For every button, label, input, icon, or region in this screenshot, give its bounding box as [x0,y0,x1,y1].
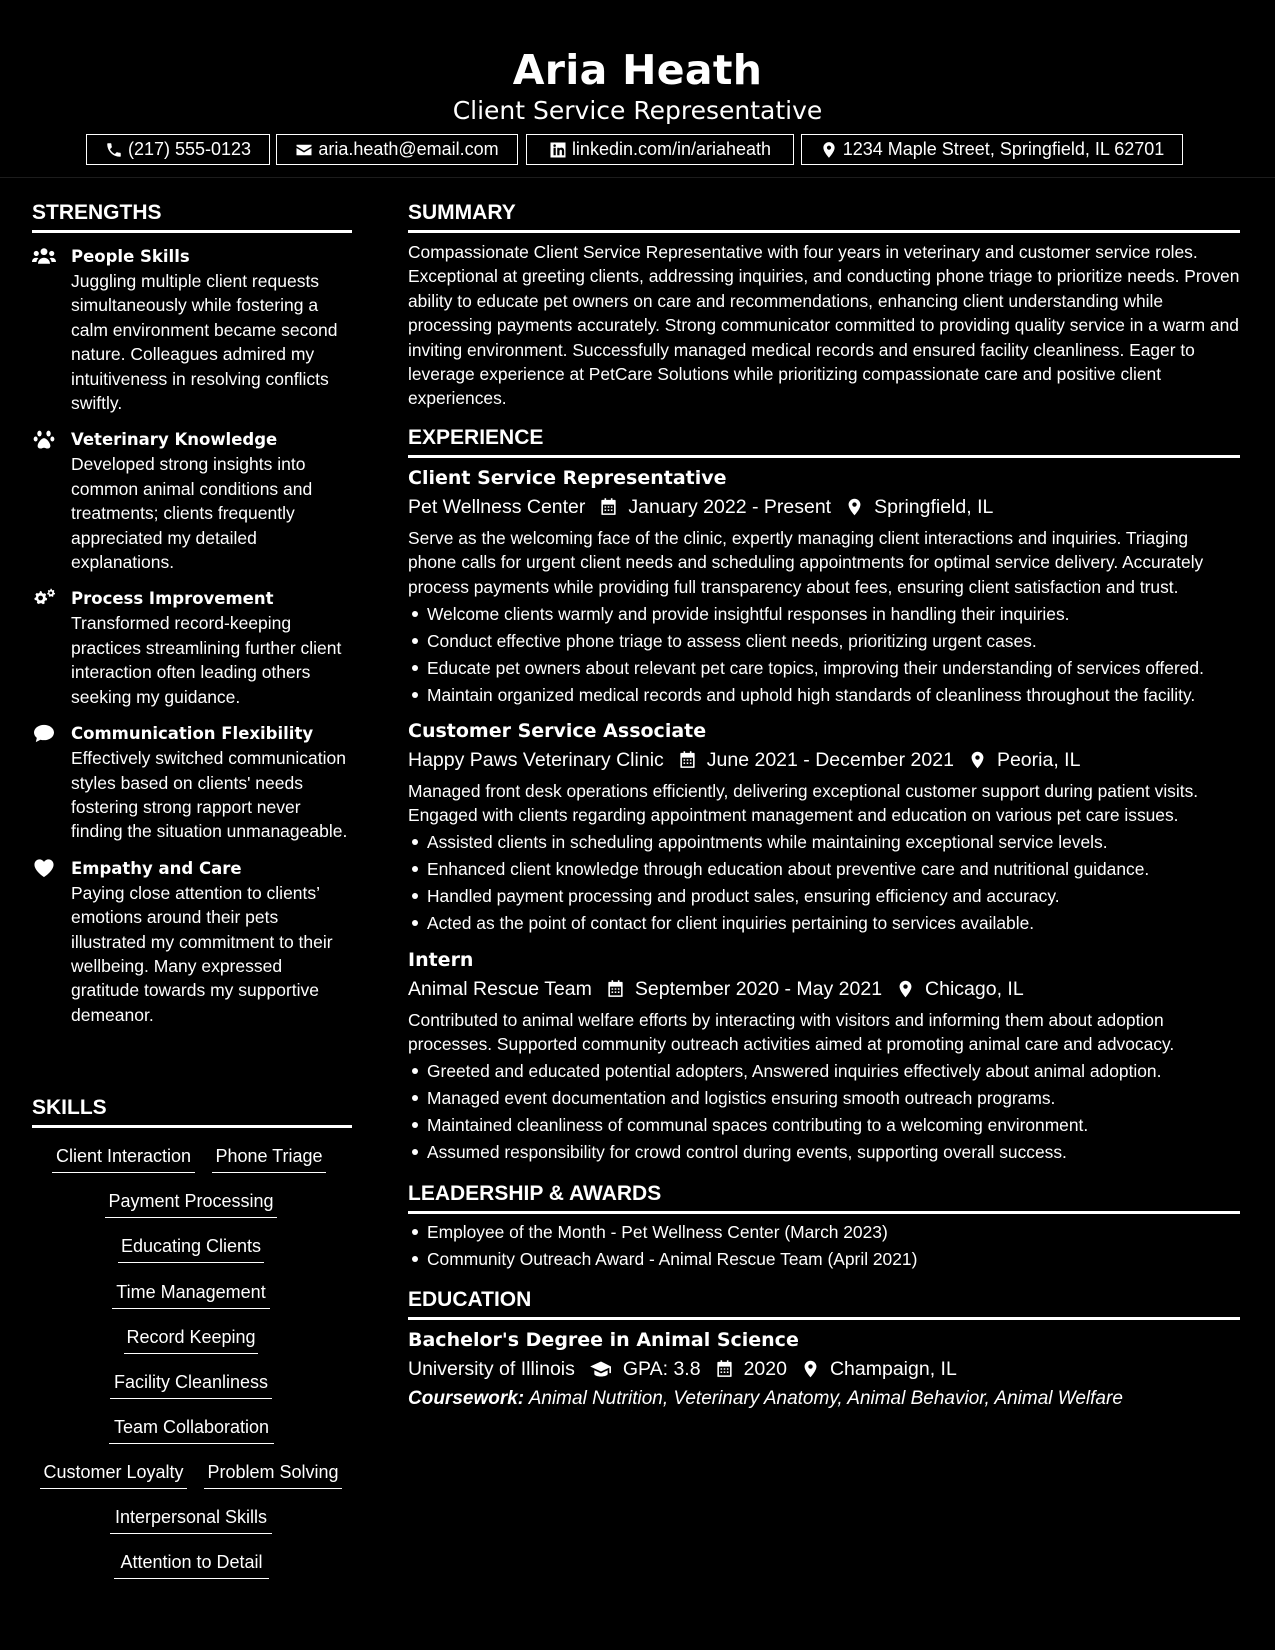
job-meta [408,492,1240,522]
skill-tag: Time Management [112,1279,270,1309]
list-item: Acted as the point of contact for client inquiries pertaining to services available. [408,911,1240,935]
coursework-list: Animal Nutrition, Veterinary Anatomy, Animal Behavior, Animal Welfare [528,1388,1123,1410]
skill-tag: Phone Triage [212,1143,326,1173]
phone-icon [105,141,123,159]
graduation-year: 2020 [743,1358,787,1381]
gears-icon [32,588,58,610]
candidate-name: Aria Heath [512,46,763,94]
experience-heading: EXPERIENCE [408,423,1240,458]
skill-tag: Educating Clients [118,1233,264,1263]
graduation-cap-icon [589,1359,613,1379]
linkedin-text: linkedin.com/in/ariaheath [571,139,772,159]
degree-title: Bachelor's Degree in Animal Science [408,1329,799,1352]
map-pin-icon [896,979,915,999]
job-meta [408,745,1240,775]
job-dates: June 2021 - December 2021 [706,749,954,772]
strength-desc: Developed strong insights into common animal conditions and treatments; clients frequently appreciated my detailed explanations. [71,454,313,573]
gpa: GPA: 3.8 [622,1358,701,1381]
job-description: Serve as the welcoming face of the clinic, expertly managing client interactions and inquiries. Triaging phone calls for urgent client needs and scheduling appointments for optimal service delivery. Accurately process payments while providing full transparency about fees, ensuring client satisfaction and trust. [408,527,1204,597]
skill-tag: Problem Solving [204,1459,342,1489]
comment-icon [32,723,58,745]
address-text: 1234 Maple Street, Springfield, IL 62701 [842,139,1165,159]
job-entry [408,464,1240,707]
strength-desc: Transformed record-keeping practices streamlining further client interaction often leading others seeking my guidance. [71,613,342,707]
awards-list [408,1220,1240,1271]
envelope-icon [295,141,313,159]
list-item: Conduct effective phone triage to assess client needs, prioritizing urgent cases. [408,629,1240,653]
list-item: Community Outreach Award - Animal Rescue Team (April 2021) [408,1247,1240,1271]
job-bullets [408,830,1240,935]
job-description: Contributed to animal welfare efforts by interacting with visitors and informing them about adoption processes. Supported community outreach activities aimed at promoting animal care and advocacy. [408,1009,1175,1055]
job-location: Springfield, IL [874,495,994,518]
education-heading: EDUCATION [408,1285,1240,1320]
job-meta [408,974,1240,1004]
strength-desc: Paying close attention to clients’ emotions around their pets illustrated my commitment to their wellbeing. Many expressed gratitude towards my supportive demeanor. [71,882,333,1025]
skill-tag: Customer Loyalty [40,1459,187,1489]
strength-desc: Juggling multiple client requests simultaneously while fostering a calm environment became second nature. Colleagues admired my intuitiveness in resolving conflicts swiftly. [71,271,338,414]
strength-item [32,245,352,415]
strength-name: Veterinary Knowledge [71,430,278,450]
skill-tag: Facility Cleanliness [110,1369,272,1399]
job-dates: January 2022 - Present [628,495,832,518]
skills-heading: SKILLS [32,1093,352,1128]
job-bullets [408,602,1240,707]
list-item: Handled payment processing and product sales, ensuring efficiency and accuracy. [408,884,1240,908]
school-location: Champaign, IL [829,1358,957,1381]
paw-icon [32,429,58,451]
contact-phone[interactable] [86,134,270,165]
list-item: Maintained cleanliness of communal spaces contributing to a welcoming environment. [408,1113,1240,1137]
calendar-icon [715,1359,734,1379]
job-company: Happy Paws Veterinary Clinic [408,749,664,772]
awards-heading: LEADERSHIP & AWARDS [408,1179,1240,1214]
list-item: Employee of the Month - Pet Wellness Center (March 2023) [408,1220,1240,1244]
contact-bar [0,134,1275,165]
list-item: Assisted clients in scheduling appointments while maintaining exceptional service levels. [408,830,1240,854]
skill-tag: Record Keeping [124,1324,258,1354]
strength-desc: Effectively switched communication styles based on clients' needs fostering strong rapport never finding the situation unmanageable. [71,748,348,842]
coursework [408,1384,1240,1414]
main-column [408,198,1240,1414]
calendar-icon [678,750,697,770]
education-meta [408,1354,1240,1384]
job-description: Managed front desk operations efficiently, delivering exceptional customer support during patient visits. Engaged with clients regarding appointment management and education on various pet care issues. [408,781,1199,826]
strength-name: Empathy and Care [71,858,242,878]
strength-name: Process Improvement [71,589,274,609]
strengths-section [32,198,352,1027]
job-location: Chicago, IL [925,977,1024,1000]
job-title: Customer Service Associate [408,720,707,743]
skill-tag: Payment Processing [105,1188,277,1218]
list-item: Greeted and educated potential adopters, Answered inquiries effectively about animal adoption. [408,1059,1240,1083]
skill-tag: Interpersonal Skills [110,1504,272,1534]
heart-icon [32,858,58,880]
list-item: Maintain organized medical records and uphold high standards of cleanliness throughout the facility. [408,683,1240,707]
education-entry [408,1326,1240,1414]
strengths-heading: STRENGTHS [32,198,352,233]
job-company: Pet Wellness Center [408,495,586,518]
strength-name: Communication Flexibility [71,724,314,744]
contact-address[interactable] [801,134,1183,165]
strength-item [32,722,352,844]
phone-text: (217) 555-0123 [127,139,252,159]
coursework-label: Coursework: [408,1388,525,1410]
skill-tag: Team Collaboration [109,1414,274,1444]
job-title: Client Service Representative [408,466,727,489]
job-location: Peoria, IL [996,749,1081,772]
job-entry [408,946,1240,1165]
contact-linkedin[interactable] [526,134,794,165]
map-pin-icon [845,497,864,517]
calendar-icon [599,497,618,517]
skill-tag: Client Interaction [52,1143,195,1173]
calendar-icon [606,979,625,999]
list-item: Managed event documentation and logistics ensuring smooth outreach programs. [408,1086,1240,1110]
candidate-title: Client Service Representative [452,96,823,125]
job-company: Animal Rescue Team [408,977,592,1000]
map-pin-icon [801,1359,820,1379]
linkedin-icon [549,141,567,159]
summary-heading: SUMMARY [408,198,1240,233]
summary-text: Compassionate Client Service Representative with four years in veterinary and customer service roles. Exceptional at greeting clients, addressing inquiries, and conducting phone triage to prioritize needs. Proven ability to educate pet owners on care and recommendations, enhancing client understanding while processing payments accurately. Strong communicator committed to providing quality service in a warm and inviting environment. Successfully managed medical records and ensured facility cleanliness. Eager to leverage experience at PetCare Solutions while prioritizing compassionate care and positive client experiences. [408,242,1240,409]
email-text: aria.heath@email.com [318,139,499,159]
users-icon [32,246,58,268]
job-title: Intern [408,948,474,971]
strength-item [32,857,352,1027]
strength-name: People Skills [71,247,190,266]
job-bullets [408,1059,1240,1164]
strength-item [32,428,352,574]
map-pin-icon [968,750,987,770]
resume-header [0,0,1275,178]
skill-tag: Attention to Detail [114,1549,269,1579]
strength-item [32,587,352,709]
list-item: Assumed responsibility for crowd control during events, supporting overall success. [408,1140,1240,1164]
job-dates: September 2020 - May 2021 [634,977,883,1000]
job-entry [408,717,1240,936]
school-name: University of Illinois [408,1358,575,1381]
list-item: Enhanced client knowledge through education about preventive care and nutritional guidance. [408,857,1240,881]
list-item: Welcome clients warmly and provide insightful responses in handling their inquiries. [408,602,1240,626]
list-item: Educate pet owners about relevant pet care topics, improving their understanding of services offered. [408,656,1240,680]
map-pin-icon [820,141,838,159]
contact-email[interactable] [276,134,518,165]
